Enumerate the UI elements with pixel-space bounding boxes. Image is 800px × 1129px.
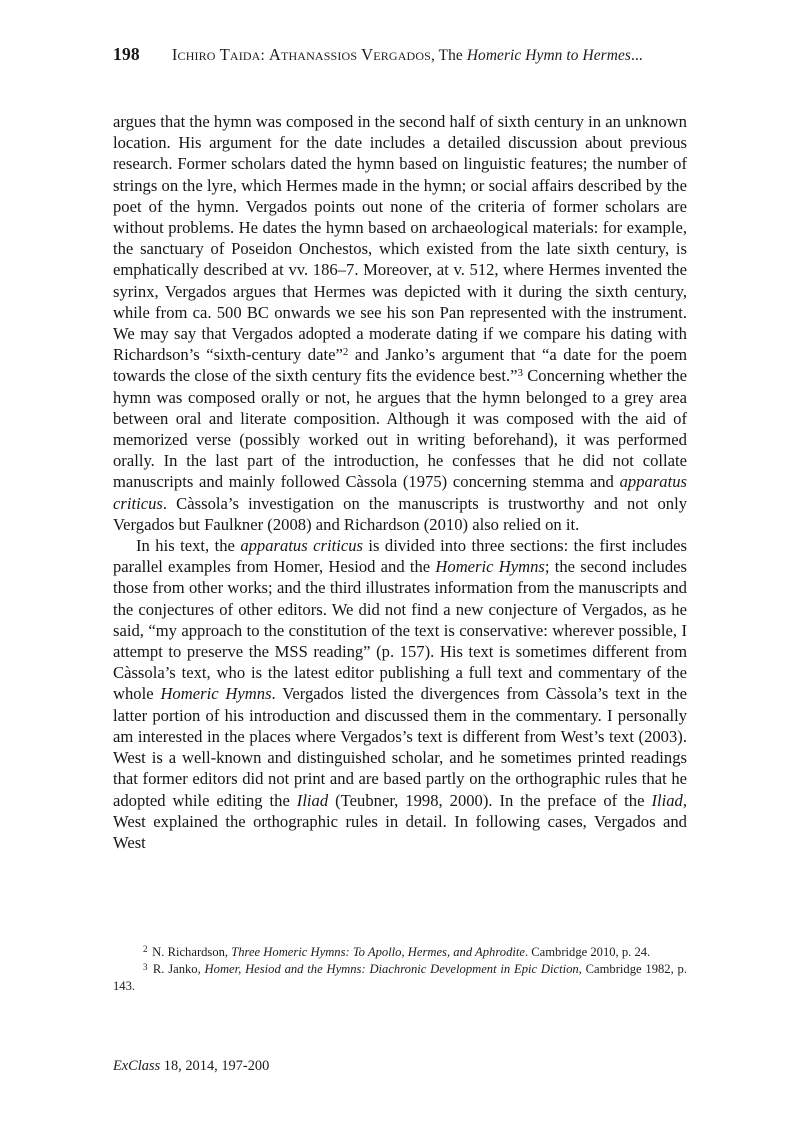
text-run: , Cambridge 1982, p. 143. bbox=[113, 962, 687, 993]
text-run: Concerning whether the hymn was composed orally or not, he argues that the hymn belonged to a grey area between oral and literate composition. Although it was composed with the aid of memorized verse (possibly worked out in writing beforehand), it was performed orally. In the last part of the introduction, he confesses that he did not collate manuscripts and mainly followed Càssola (1975) concerning stemma and bbox=[113, 366, 687, 492]
running-head-title: Homeric Hymn to Hermes bbox=[466, 47, 632, 64]
footnotes-section bbox=[113, 944, 687, 995]
italic-phrase: Iliad bbox=[651, 790, 683, 810]
text-run: is divided into three sections: the first includes parallel examples from Homer, Hesiod and the bbox=[113, 536, 687, 577]
italic-phrase: apparatus criticus bbox=[240, 536, 363, 556]
body-paragraph bbox=[113, 111, 687, 535]
running-head-text bbox=[172, 45, 643, 65]
running-head-reviewed-author: Athanassios Vergados bbox=[268, 45, 431, 64]
text-run: In his text, the bbox=[136, 536, 241, 556]
italic-phrase: Homer, Hesiod and the Hymns: Diachronic Development in Epic Diction bbox=[204, 962, 579, 977]
italic-phrase: Three Homeric Hymns: To Apollo, Hermes, and Aphrodite bbox=[231, 945, 525, 959]
footnote-reference[interactable]: 2 bbox=[342, 346, 349, 359]
italic-phrase: apparatus criticus bbox=[113, 472, 687, 513]
text-run: argues that the hymn was composed in the second half of sixth century in an unknown location. His argument for the date includes a detailed discussion about previous research. Former scholars dated the hymn based on linguistic features; the number of strings on the lyre, which Hermes made in the hymn; or social affairs described by the poet of the hymn. Vergados points out none of the criteria of former scholars are without problems. He dates the hymn based on archaeological materials: for example, the sanctuary of Poseidon Onchestos, which existed from the late sixth century, is emphatically described at vv. 186–7. Moreover, at v. 512, where Hermes invented the syrinx, Vergados argues that Hermes was depicted with it during the sixth century, while from ca. 500 BC onwards we see his son Pan represented with the instrument. We may say that Vergados adopted a moderate dating if we compare his dating with Richardson’s “sixth-century date” bbox=[113, 112, 687, 365]
text-run: and Janko’s argument that “a date for the poem towards the close of the sixth century fits the evidence best.” bbox=[113, 345, 687, 386]
running-head bbox=[113, 44, 687, 68]
journal-name: ExClass bbox=[113, 1058, 161, 1074]
footnote-marker: 2 bbox=[143, 944, 148, 955]
footnote-reference[interactable]: 3 bbox=[517, 367, 523, 380]
running-head-author: Ichiro Taida bbox=[171, 45, 261, 64]
text-run: . Càssola’s investigation on the manuscripts is trustworthy and not only Vergados but Faulkner (2008) and Richardson (2010) also relied on it. bbox=[113, 493, 687, 534]
body-text bbox=[113, 111, 687, 853]
text-run: . Cambridge 2010, p. 24. bbox=[524, 945, 651, 959]
page-footer bbox=[113, 1057, 269, 1075]
italic-phrase: Homeric Hymns bbox=[160, 684, 272, 704]
running-head-separator: : bbox=[260, 47, 269, 64]
text-run: R. Janko, bbox=[149, 962, 205, 977]
running-head-ellipsis: ... bbox=[631, 47, 643, 64]
body-paragraph bbox=[113, 535, 687, 853]
italic-phrase: Homeric Hymns bbox=[435, 557, 545, 577]
page-number: 198 bbox=[113, 44, 140, 64]
running-head-title-article: The bbox=[438, 47, 467, 64]
footnote-entry bbox=[113, 961, 687, 994]
text-run: . Vergados listed the divergences from Càssola’s text in the latter portion of his introduction and discussed them in the commentary. I personally am interested in the places where Vergados’s text is different from West’s text (2003). West is a well-known and distinguished scholar, and he sometimes printed readings that former editors did not print and are based partly on the orthographic rules that he adopted while editing the bbox=[113, 684, 687, 810]
italic-phrase: Iliad bbox=[296, 790, 329, 810]
text-run: ; the second includes those from other works; and the third illustrates information from the manuscripts and the conjectures of other editors. We did not find a new conjecture of Vergados, as he said, “my approach to the constitution of the text is conservative: wherever possible, I attempt to preserve the MSS reading” (p. 157). His text is sometimes different from Càssola’s text, who is the latest editor publishing a full text and commentary of the whole bbox=[113, 557, 687, 704]
footnote-marker: 3 bbox=[143, 961, 148, 972]
journal-citation: 18, 2014, 197-200 bbox=[160, 1058, 270, 1074]
text-run: (Teubner, 1998, 2000). In the preface of the bbox=[328, 790, 652, 810]
text-run: N. Richardson, bbox=[149, 945, 232, 959]
running-head-comma: , bbox=[431, 47, 439, 64]
text-run: , West explained the orthographic rules in detail. In following cases, Vergados and West bbox=[113, 790, 687, 852]
footnote-entry bbox=[113, 944, 687, 960]
